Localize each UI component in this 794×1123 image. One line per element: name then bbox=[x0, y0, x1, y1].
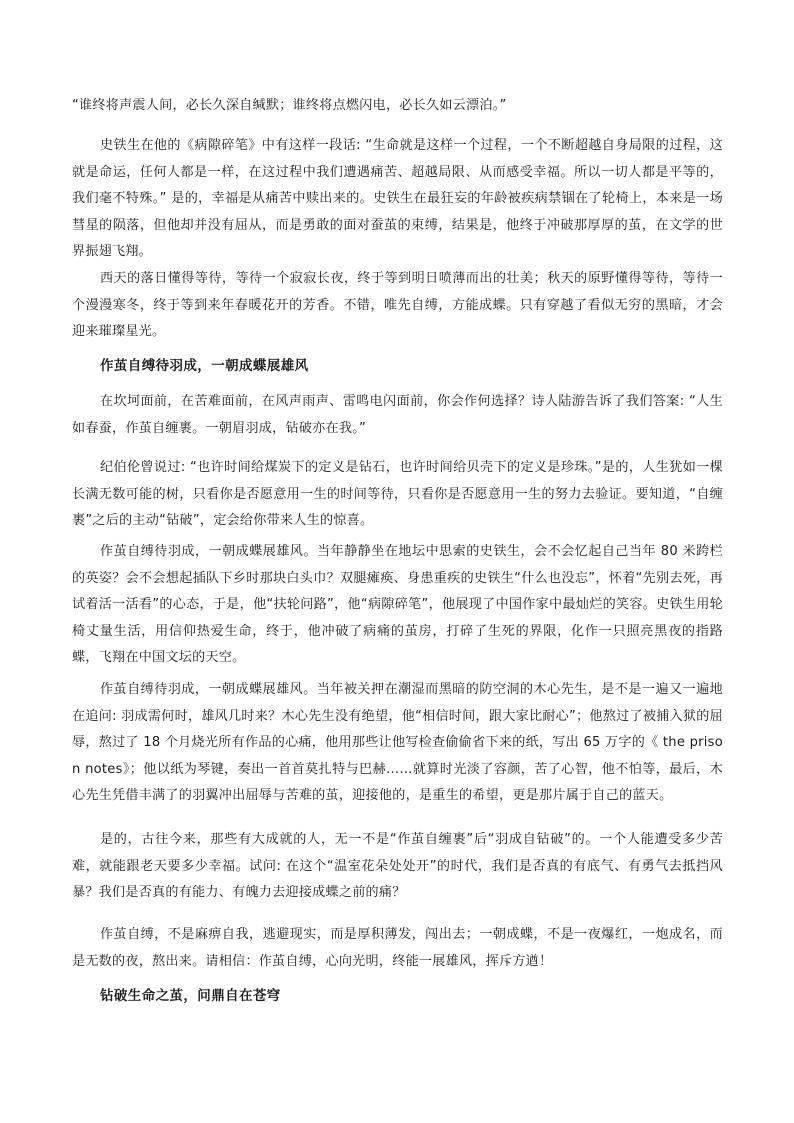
paragraph: 作茧自缚，不是麻痹自我，逃避现实，而是厚积薄发，闯出去；一朝成蝶，不是一夜爆红，一炮成名，而是无数的夜，熬出来。请相信：作茧自缚，心向光明，终能一展雄风，挥斥方遒！ bbox=[72, 927, 723, 969]
paragraph: 西天的落日懂得等待，等待一个寂寂长夜，终于等到明日喷薄而出的壮美；秋天的原野懂得等待，等待一个漫漫寒冬，终于等到来年春暖花开的芳香。不错，唯先自缚，方能成蝶。只有穿越了看似无穷的黑暗，才会迎来璀璨星光。 bbox=[72, 271, 723, 340]
paragraph: 史铁生在他的《病隙碎笔》中有这样一段话: “生命就是这样一个过程，一个不断超越自身局限的过程，这就是命运，任何人都是一样，在这过程中我们遭遇痛苦、超越局限、从而感受幸福。所以一切人都是平等的，我们毫不特殊。” 是的，幸福是从痛苦中赎出来的。史铁生在最狂妄的年龄被疾病禁锢在了轮椅上，本来是一场彗星的陨落，但他却并没有屈从，而是勇敢的面对蚕茧的束缚，结果是，他终于冲破那厚厚的茧，在文学的世界振翅飞翔。 bbox=[72, 138, 723, 260]
paragraph: “谁终将声震人间，必长久深自缄默；谁终将点燃闪电，必长久如云漂泊。” bbox=[72, 98, 507, 113]
paragraph: 作茧自缚待羽成，一朝成蝶展雄风。当年被关押在潮湿而黑暗的防空洞的木心先生，是不是一遍又一遍地在追问: 羽成需何时，雄风几时来？木心先生没有绝望，他“相信时间，跟大家比耐心”；他熬过了被捕入狱的屈辱，熬过了 18 个月烧光所有作品的心痛，他用那些让他写检查偷偷省下来的纸，写出 65 万字的《 the prison notes》；他以纸为琴键，奏出一首首莫扎特与巴赫……就算时光淡了容颜，苦了心智，他不怕等，最后，木心先生凭借丰满了的羽翼冲出屈辱与苦难的茧，迎接他的，是重生的希望，更是那片属于自己的蓝天。 bbox=[72, 682, 723, 804]
paragraph: 作茧自缚待羽成，一朝成蝶展雄风。当年静静坐在地坛中思索的史铁生，会不会忆起自己当年 80 米跨栏的英姿？会不会想起插队下乡时那块白头巾？双腿瘫痪、身患重疾的史铁生“什么也没忘”，怀着“先别去死，再试着活一活看”的心态，于是，他“扶轮问路”，他“病隙碎笔”，他展现了中国作家中最灿烂的笑容。史铁生用轮椅丈量生活，用信仰热爱生命，终于，他冲破了病痛的茧房，打碎了生死的界限，化作一只照亮黑夜的指路蝶，飞翔在中国文坛的天空。 bbox=[72, 544, 723, 666]
section-heading: 作茧自缚待羽成，一朝成蝶展雄风 bbox=[100, 358, 309, 374]
paragraph: 纪伯伦曾说过: “也许时间给煤炭下的定义是钻石，也许时间给贝壳下的定义是珍珠。”是的，人生犹如一棵长满无数可能的树，只看你是否愿意用一生的时间等待，只看你是否愿意用一生的努力去验证。要知道，“自缠裹”之后的主动“钻破”，定会给你带来人生的惊喜。 bbox=[72, 460, 723, 529]
paragraph: 是的，古往今来，那些有大成就的人，无一不是“作茧自缠裹”后“羽成自钻破”的。一个人能遭受多少苦难，就能跟老天要多少幸福。试问: 在这个“温室花朵处处开”的时代，我们是否真的有底气、有勇气去抵挡风暴？我们是否真的有能力、有魄力去迎接成蝶之前的痛？ bbox=[72, 832, 723, 901]
section-heading: 钻破生命之茧，问鼎自在苍穹 bbox=[100, 988, 281, 1004]
paragraph: 在坎坷面前，在苦难面前，在风声雨声、雷鸣电闪面前，你会作何选择？诗人陆游告诉了我们答案: “人生如春蚕，作茧自缠裹。一朝眉羽成，钻破亦在我。” bbox=[72, 394, 723, 436]
